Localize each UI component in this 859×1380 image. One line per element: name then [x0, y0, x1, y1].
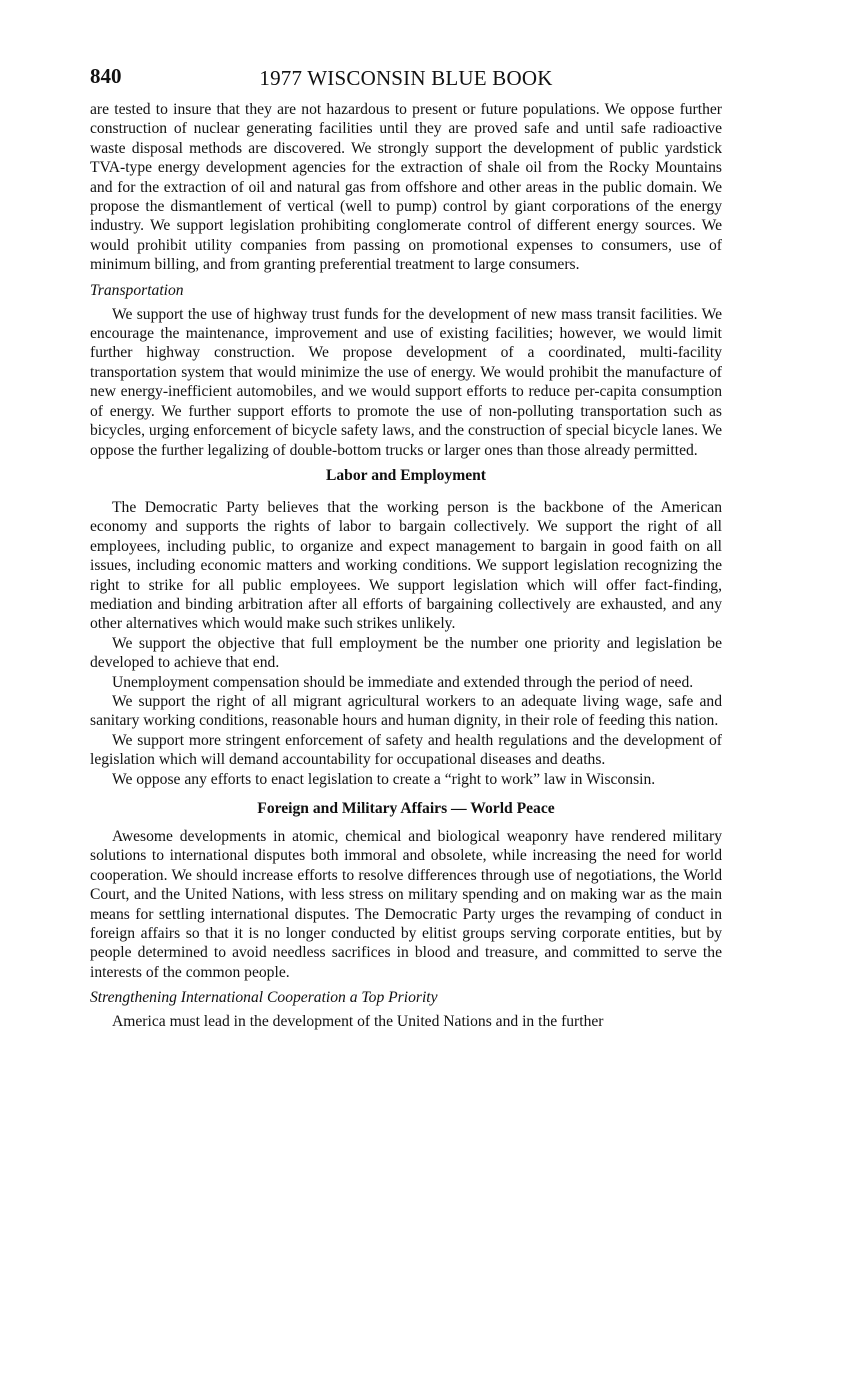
- subheading-international-cooperation: Strengthening International Cooperation a Top Priority: [90, 989, 438, 1007]
- paragraph-labor-3: Unemployment compensation should be immediate and extended through the period of need.: [112, 673, 694, 691]
- running-title: 1977 WISCONSIN BLUE BOOK: [259, 66, 553, 90]
- paragraph-labor-4: We support the right of all migrant agricultural workers to an adequate living wage, safe and sanitary working conditions, reasonable hours and human dignity, in their role of feeding this nation.: [90, 692, 722, 730]
- paragraph-labor-2: We support the objective that full employment be the number one priority and legislation be developed to achieve that end.: [90, 634, 722, 672]
- paragraph-energy-continued: are tested to insure that they are not hazardous to present or future populations. We oppose further construction of nuclear generating facilities until they are proved safe and until safe radioactive waste disposal methods are discovered. We strongly support the development of public yardstick TVA-type energy development agencies for the extraction of shale oil from the Rocky Mountains and for the extraction of oil and natural gas from offshore and other areas in the public domain. We propose the dismantlement of vertical (well to pump) control by giant corporations of the energy industry. We support legislation prohibiting conglomerate control of different energy sources. We would prohibit utility companies from passing on promotional expenses to consumers, use of minimum billing, and from granting preferential treatment to large consumers.: [90, 101, 722, 274]
- document-page: [90, 60, 722, 1032]
- page-number: 840: [90, 64, 122, 88]
- section-title-foreign-affairs: Foreign and Military Affairs — World Peace: [257, 800, 555, 817]
- page-header: [90, 60, 722, 100]
- paragraph-international-cooperation: America must lead in the development of the United Nations and in the further: [112, 1013, 604, 1031]
- section-title-labor: Labor and Employment: [325, 466, 486, 484]
- body-text: [90, 100, 722, 1032]
- paragraph-transportation: We support the use of highway trust funds for the development of new mass transit facilities. We encourage the maintenance, improvement and use of existing facilities; however, we would limit further highway construction. We propose development of a coordinated, multi-facility transportation system that would minimize the use of energy. We would prohibit the manufacture of new energy-inefficient automobiles, and we would support efforts to reduce per-capita consumption of energy. We further support efforts to promote the use of non-polluting transportation such as bicycles, urging enforcement of bicycle safety laws, and the construction of special bicycle lanes. We oppose the further legalizing of double-bottom trucks or larger ones than those already permitted.: [90, 305, 722, 459]
- subheading-transportation: Transportation: [90, 281, 184, 299]
- paragraph-labor-5: We support more stringent enforcement of safety and health regulations and the development of legislation which will demand accountability for occupational diseases and deaths.: [90, 731, 722, 769]
- paragraph-labor-6: We oppose any efforts to enact legislation to create a “right to work” law in Wisconsin.: [112, 770, 656, 788]
- paragraph-labor-1: The Democratic Party believes that the working person is the backbone of the American economy and supports the rights of labor to bargain collectively. We support the right of all employees, including public, to organize and expect management to bargain in good faith on all issues, including economic matters and working conditions. We support legislation recognizing the right to strike for all public employees. We support legislation which will offer fact-finding, mediation and binding arbitration after all efforts of bargaining collectively are exhausted, and any other alternatives which would make such strikes unlikely.: [90, 498, 722, 633]
- paragraph-foreign-affairs: Awesome developments in atomic, chemical and biological weaponry have rendered military solutions to international disputes both immoral and obsolete, while increasing the need for world cooperation. We should increase efforts to resolve differences through use of negotiations, the World Court, and the United Nations, with less stress on military spending and on making war as the main means for settling international disputes. The Democratic Party urges the revamping of conduct in foreign affairs so that it is no longer conducted by elitist groups serving corporate entities, but by people determined to avoid needless sacrifices in blood and treasure, and committed to serve the interests of the common people.: [90, 828, 722, 981]
